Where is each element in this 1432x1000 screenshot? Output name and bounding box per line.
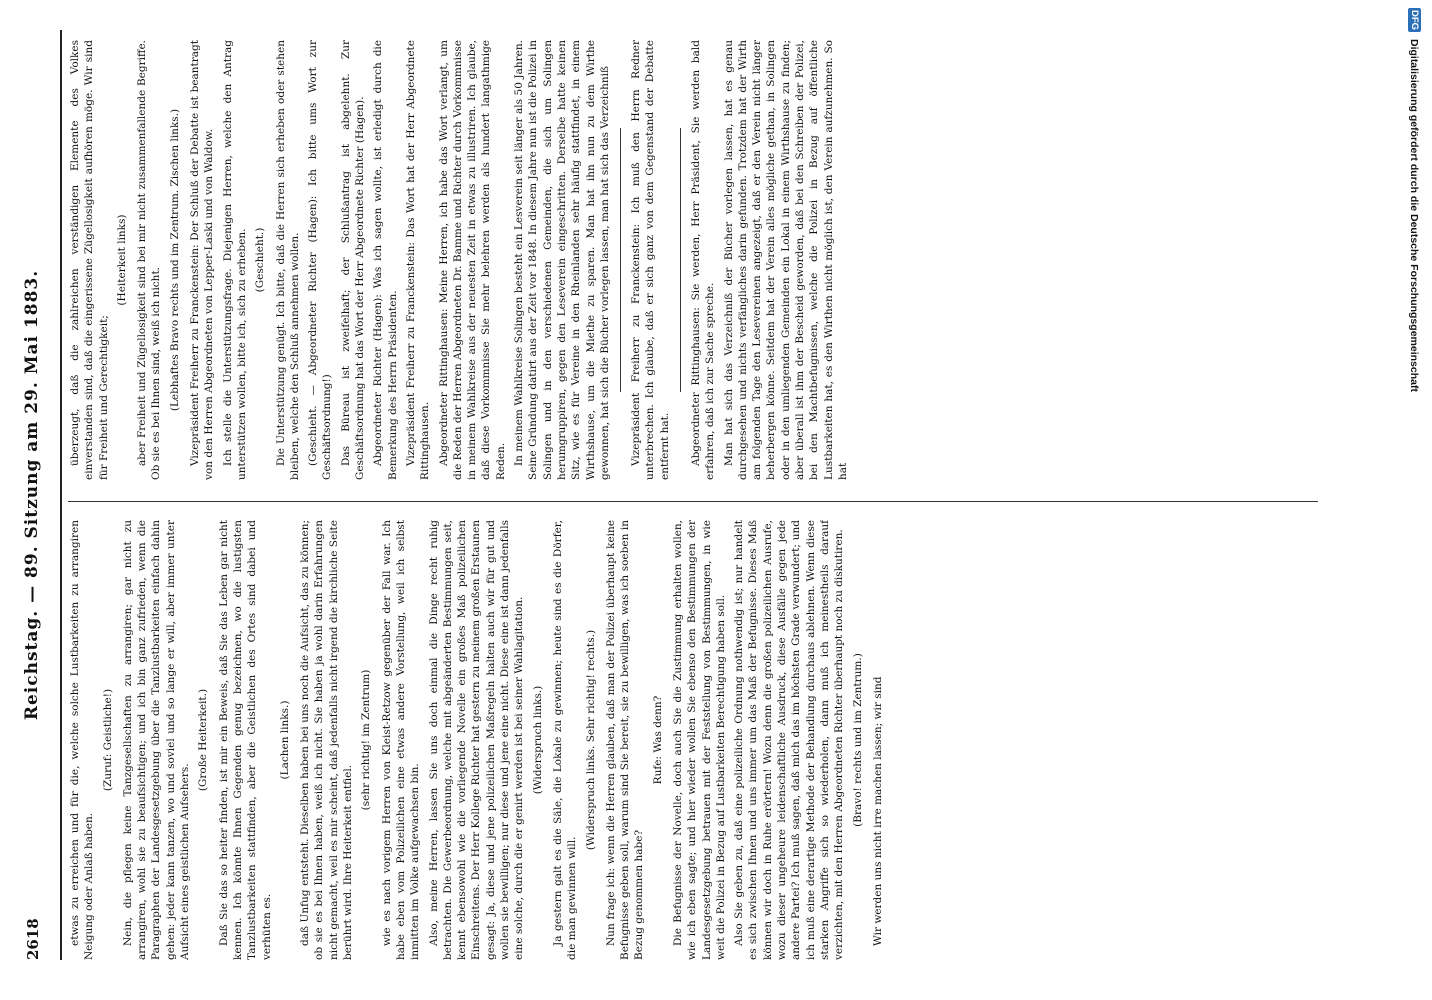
page-number: 2618 [24, 918, 42, 960]
interjection: (Geschieht.) [254, 227, 267, 293]
paragraph: etwas zu erreichen und für die, welche solche Lustbarkeiten zu arrangiren Neigung oder Anlaß haben. [69, 520, 96, 960]
paragraph: Die Unterstützung genügt. Ich bitte, daß die Herren sich erheben oder stehen bleiben, welche den Schluß annehmen wollen. [274, 40, 301, 480]
paragraph: Vizepräsident Freiherr zu Franckenstein: Das Wort hat der Herr Abgeordnete Rittinghausen. [404, 40, 432, 480]
paragraph: aber Freiheit und Zügellosigkeit sind bei mir nicht zusammenfallende Begriffe. Ob sie es bei Ihnen sind, weiß ich nicht. [136, 40, 163, 480]
dfg-logo: DFG [1409, 10, 1420, 31]
interjection: (Widerspruch links.) [531, 685, 544, 795]
left-column [68, 520, 1318, 960]
paragraph: Abgeordneter Rittinghausen: Sie werden, Herr Präsident, Sie werden bald erfahren, daß ich zur Sache spreche. [689, 40, 717, 480]
interjection: (Große Heiterkeit.) [197, 688, 210, 792]
interjection: (sehr richtig! im Zentrum) [360, 669, 373, 811]
paragraph: daß Unfug entsteht. Dieselben haben bei uns noch die Aufsicht, das zu können; ob sie es bei Ihnen haben, weiß ich nicht. Sie haben ja wohl darin Erfahrungen nicht gemacht, weil es mir scheint, daß jedenfalls nicht irgend die kirchliche Seite berührt wird. Ihre Heiterkeit entfiel. [299, 520, 355, 960]
interjection: (Zuruf: Geistliche!) [101, 688, 114, 792]
section-separator [680, 128, 681, 392]
page-title: Reichstag. — 89. Sitzung am 29. Mai 1883. [22, 269, 42, 721]
paragraph: Nun frage ich: wenn die Herren glauben, daß man der Polizei überhaupt keine Befugnisse geben soll, warum sind Sie bereit, sie zu bewilligen, was ich soeben in Bezug genommen habe? [604, 520, 646, 960]
paragraph: Also Sie geben zu, daß eine polizeiliche Ordnung nothwendig ist; nur handelt es sich zwischen Ihnen und uns immer um das Maß der Befugnisse. Dieses Maß können wir doch in Ruhe erörtern! Wozu denn die großen polizeilichen Ausrufe, wozu dieser ungeheure leidenschaftliche Ausdruck, diese Ausfälle gegen jede andere Partei? Ich muß sagen, daß mich das im höchsten Grade verwundert; und ich muß eine derartige Methode der Behandlung durchaus ablehnen. Wenn diese starken Angriffe sich so wiederholen, dann muß ich meinestheils darauf verzichten, mit den Herren Abgeordneten Richter überhaupt noch zu diskutiren. [733, 520, 846, 960]
interjection: (Heiterkeit links) [115, 214, 128, 306]
paragraph: Vizepräsident Freiherr zu Franckenstein: Ich muß den Herrn Redner unterbrechen. Ich glaube, daß er sich ganz von dem Gegenstand der Debatte entfernt hat. [630, 40, 671, 480]
paragraph: Also, meine Herren, lassen Sie uns doch einmal die Dinge recht ruhig betrachten. Die Gewerbeordnung, welche mit abgeänderten Bestimmungen seit, kennt ebensowohl wie die vorliegende Novelle ein großes Maß polizeilichen Einschreitens. Der Herr Kollege Richter hat gestern zu meinem großen Erstaunen gesagt: Ja, diese und jene polizeilichen Maßregeln halten auch wir für gut und wollen sie bewilligen; nur diese und jene eine nicht. Diese eine ist dann jedenfalls eine solche, durch die er genirt werden ist bei seiner Wahlagitation. [427, 520, 526, 960]
paragraph: Abgeordneter Richter (Hagen): Was ich sagen wollte, ist erledigt durch die Bemerkung des Herrn Präsidenten. [372, 40, 399, 480]
credit-text: Digitalisierung gefördert durch die Deutsche Forschungsgemeinschaft [1408, 38, 1420, 392]
paragraph: überzeugt, daß die zahlreichen verständigen Elemente des Volkes einverstanden sind, daß die eingerissene Zügellosigkeit aufhören möge. Wir sind für Freiheit und Gerechtigkeit; [69, 40, 110, 480]
paragraph: Vizepräsident Freiherr zu Franckenstein: Der Schluß der Debatte ist beantragt von den Herren Abgeordneten von Lepper-Laski und von Waldow. [189, 40, 216, 480]
paragraph: (Geschieht. — Abgeordneter Richter (Hagen): Ich bitte ums Wort zur Geschäftsordnung!) [307, 40, 334, 480]
paragraph: Ich stelle die Unterstützungsfrage. Diejenigen Herren, welche den Antrag unterstützen wollen, bitte ich, sich zu erheben. [221, 40, 248, 480]
column-divider [68, 501, 1318, 502]
interjection: (Bravo! rechts und im Zentrum.) [851, 653, 864, 827]
paragraph: Nein, die pflegen keine Tanzgesellschaften zu arrangiren; gar nicht zu arrangiren, wohl sie zu beaufsichtigen; und ich bin ganz zufrieden, wenn die Paragraphen der Landesgesetzgebung über die Tanzlustbarkeiten einfach dahin gehen: jeder kann tanzen, wo und soviel und so lange er will, aber immer unter Aufsicht eines geistlichen Aufsehers. [121, 520, 192, 960]
page-header [10, 30, 62, 960]
paragraph: Daß Sie das so heiter finden, ist mir ein Beweis, daß Sie das Leben gar nicht kennen. Ich könnte Ihnen Gegenden genug bezeichnen, wo die lustigsten Tanzlustbarkeiten stattfinden, aber die Geistlichen des Ortes sind dabei und verhüten es. [217, 520, 273, 960]
paragraph: In meinem Wahlkreise Solingen besteht ein Lesverein seit länger als 50 Jahren. Seine Gründung datirt aus der Zeit vor 1848. In diesem Jahre nun ist die Polizei in Solingen und in den verschiedenen Gemeinden, die sich um Solingen herumgruppiren, gegen den Leseverein eingeschritten. Derselbe hatte keinen Sitz, wie es für Vereine in den Rheinlanden sehr häufig stattfindet, in einem Wirthshause, um die Miethe zu sparen. Man hat ihn nun zu dem Wirthe gewonnen, hat sich die Bücher vorlegen lassen, man hat sich das Verzeichniß [513, 40, 611, 480]
interjection: (Lachen links.) [278, 700, 291, 780]
paragraph: wie es nach vorigem Herren von Kleist-Retzow gegenüber der Fall war. Ich habe eben vom Polizeilichen eine etwas andere Vorstellung, weil ich selbst inmitten im Volke aufgewachsen bin. [380, 520, 422, 960]
interjection: Rufe: Was denn? [651, 695, 664, 785]
paragraph: Abgeordneter Rittinghausen: Meine Herren, ich habe das Wort verlangt, um die Reden der Herren Abgeordneten Dr. Bamme und Richter durch Vorkommnisse in meinem Wahlkreise aus der neuesten Zeit in etwas zu illustriren. Ich glaube, daß diese Vorkommnisse Sie mehr belehren werden als hundert langathmige Reden. [437, 40, 507, 480]
paragraph: Wir werden uns nicht irre machen lassen; wir sind [871, 676, 884, 946]
paragraph: Das Büreau ist zweifelhaft; der Schlußantrag ist abgelehnt. Zur Geschäftsordnung hat das Wort der Herr Abgeordnete Richter (Hagen). [339, 40, 367, 480]
digitization-credit [1405, 0, 1427, 1000]
section-separator [620, 128, 621, 392]
paragraph: Man hat sich das Verzeichniß der Bücher vorlegen lassen, hat es genau durchgesehen und nichts verfängliches darin gefunden. Trotzdem hat der Wirth am folgenden Tage den Lesevereinen angezeigt, daß er den Verein nicht länger beherbergen könne. Seitdem hat der Verein alles mögliche gethan, in Solingen oder in den umliegenden Gemeinden ein Lokal in einem Wirthshause zu finden; aber überall ist ihm der Bescheid geworden, daß bei den Schreiben der Polizei, bei den Machtbefugnissen, welche die Polizei in Bezug auf öffentliche Lustbarkeiten hat, es den Wirthen nicht möglich ist, den Verein aufzunehmen. So hat [722, 40, 849, 480]
paragraph: Ja gestern galt es die Säle, die Lokale zu gewinnen; heute sind es die Dörfer, die man gewinnen will. [551, 520, 579, 960]
interjection: (Lebhaftes Bravo rechts und im Zentrum. Zischen links.) [168, 108, 181, 412]
paragraph: Die Befugnisse der Novelle, doch auch Sie die Zustimmung erhalten wollen, wie ich eben sagte; und hier wieder wollen Sie ebenso den Bestimmungen der Landesgesetzgebung betrauen mit der Feststellung von Bestimmungen, in wie weit die Polizei in Bezug auf Lustbarkeiten Berechtigung haben soll. [671, 520, 727, 960]
interjection: (Widerspruch links. Sehr richtig! rechts.) [584, 629, 597, 851]
right-column [68, 40, 1318, 480]
